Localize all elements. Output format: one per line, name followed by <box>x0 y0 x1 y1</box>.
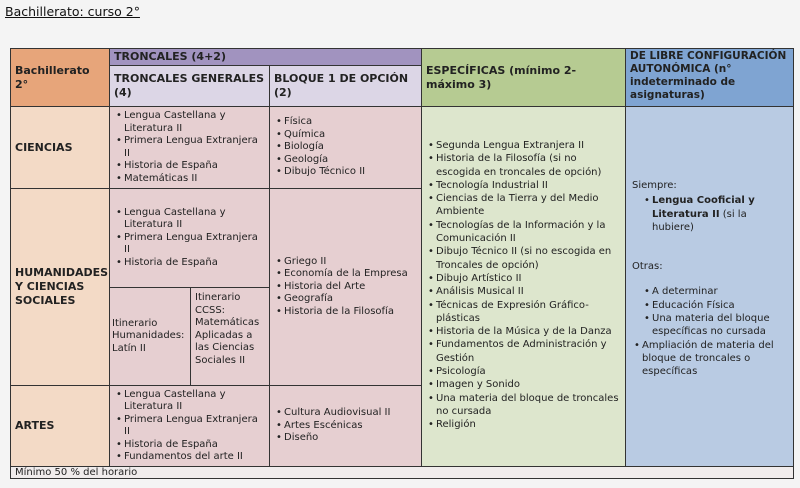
list-item: • Dibujo Técnico II <box>284 166 417 179</box>
header-bloque-opcion: BLOQUE 1 DE OPCIÓN (2) <box>269 65 422 107</box>
list-item: • A determinar <box>652 285 787 298</box>
list-item: • Matemáticas II <box>124 173 265 186</box>
row-label-ciencias: CIENCIAS <box>10 106 110 189</box>
list-item: • Tecnología Industrial II <box>436 179 621 192</box>
list-item: • Biología <box>284 141 417 154</box>
humanidades-generales <box>109 188 270 288</box>
list-item: • Fundamentos del arte II <box>124 451 265 464</box>
lengua-cooficial: Lengua Cooficial y Literatura II <box>652 195 755 220</box>
list-item: • Geografía <box>284 293 417 306</box>
list-item: • Ciencias de la Tierra y del Medio Ambiente <box>436 192 621 219</box>
list-item: • Dibujo Técnico II (si no escogida en Troncales de opción) <box>436 245 621 272</box>
list-item: • Análisis Musical II <box>436 285 621 298</box>
list-item: • Primera Lengua Extranjera II <box>124 135 265 160</box>
list-item: • Imagen y Sonido <box>436 378 621 391</box>
list-item: • Historia de la Música y de la Danza <box>436 325 621 338</box>
list-item: • Psicología <box>436 365 621 378</box>
list-item: • Geología <box>284 154 417 167</box>
list-item: • Una materia del bloque de troncales no cursada <box>436 392 621 419</box>
list-item: • Tecnologías de la Información y la Comunicación II <box>436 219 621 246</box>
itinerario-ccss-text: Itinerario CCSS: Matemáticas Aplicadas a las Ciencias Sociales II <box>195 292 260 366</box>
header-libre-configuracion: DE LIBRE CONFIGURACIÓN AUTONÓMICA (n° indeterminado de asignaturas) <box>625 48 794 107</box>
row-label-artes: ARTES <box>10 385 110 467</box>
list-item: • Ampliación de materia del bloque de troncales o específicas <box>642 339 787 379</box>
list-item: • Economía de la Empresa <box>284 268 417 281</box>
header-bachillerato: Bachillerato 2° <box>10 48 110 107</box>
list-item: • Dibujo Artístico II <box>436 272 621 285</box>
header-troncales: TRONCALES (4+2) <box>109 48 422 66</box>
otras-label: Otras: <box>632 261 663 273</box>
list-item: • Historia de España <box>124 160 265 173</box>
list-item: • Lengua Castellana y Literatura II <box>124 110 265 135</box>
libre-configuracion-list <box>625 106 794 467</box>
humanidades-bloque <box>269 188 422 386</box>
list-item: • Historia de España <box>124 257 265 270</box>
list-item: • Educación Física <box>652 299 787 312</box>
list-item: • Artes Escénicas <box>284 420 417 433</box>
list-item: • Historia de España <box>124 439 265 452</box>
artes-bloque <box>269 385 422 467</box>
list-item: • Primera Lengua Extranjera II <box>124 232 265 257</box>
list-item: • Diseño <box>284 432 417 445</box>
itinerario-humanidades-text: Itinerario Humanidades: Latín II <box>112 317 185 354</box>
list-item: • Historia del Arte <box>284 281 417 294</box>
list-item: • Fundamentos de Administración y Gestión <box>436 338 621 365</box>
siempre-label: Siempre: <box>632 180 677 191</box>
itinerario-ccss <box>190 287 270 386</box>
header-troncales-generales: TRONCALES GENERALES (4) <box>109 65 270 107</box>
especificas-list <box>421 106 626 467</box>
list-item: • Cultura Audiovisual II <box>284 407 417 420</box>
list-item: • Segunda Lengua Extranjera II <box>436 139 621 152</box>
list-item: • Historia de la Filosofía (si no escogida en troncales de opción) <box>436 152 621 179</box>
itinerario-humanidades <box>109 287 191 386</box>
list-item: • Religión <box>436 418 621 431</box>
ciencias-generales <box>109 106 270 189</box>
list-item: • Una materia del bloque específicas no cursada <box>652 312 787 339</box>
list-item: • Historia de la Filosofía <box>284 306 417 319</box>
list-item: • Lengua Castellana y Literatura II <box>124 207 265 232</box>
page-title: Bachillerato: curso 2° <box>5 4 140 19</box>
row-label-humanidades: HUMANIDADES Y CIENCIAS SOCIALES <box>10 188 110 386</box>
list-item: • Lengua Castellana y Literatura II <box>124 389 265 414</box>
header-especificas: ESPECÍFICAS (mínimo 2-máximo 3) <box>421 48 626 107</box>
artes-generales <box>109 385 270 467</box>
list-item: • Técnicas de Expresión Gráfico-plásticas <box>436 299 621 326</box>
footer-note: Mínimo 50 % del horario <box>10 466 794 479</box>
list-item: • Química <box>284 129 417 142</box>
list-item: • Primera Lengua Extranjera II <box>124 414 265 439</box>
ciencias-bloque <box>269 106 422 189</box>
list-item: • Griego II <box>284 256 417 269</box>
list-item <box>652 194 787 234</box>
list-item: • Física <box>284 116 417 129</box>
lengua-cooficial-note: (si la hubiere) <box>652 208 747 233</box>
